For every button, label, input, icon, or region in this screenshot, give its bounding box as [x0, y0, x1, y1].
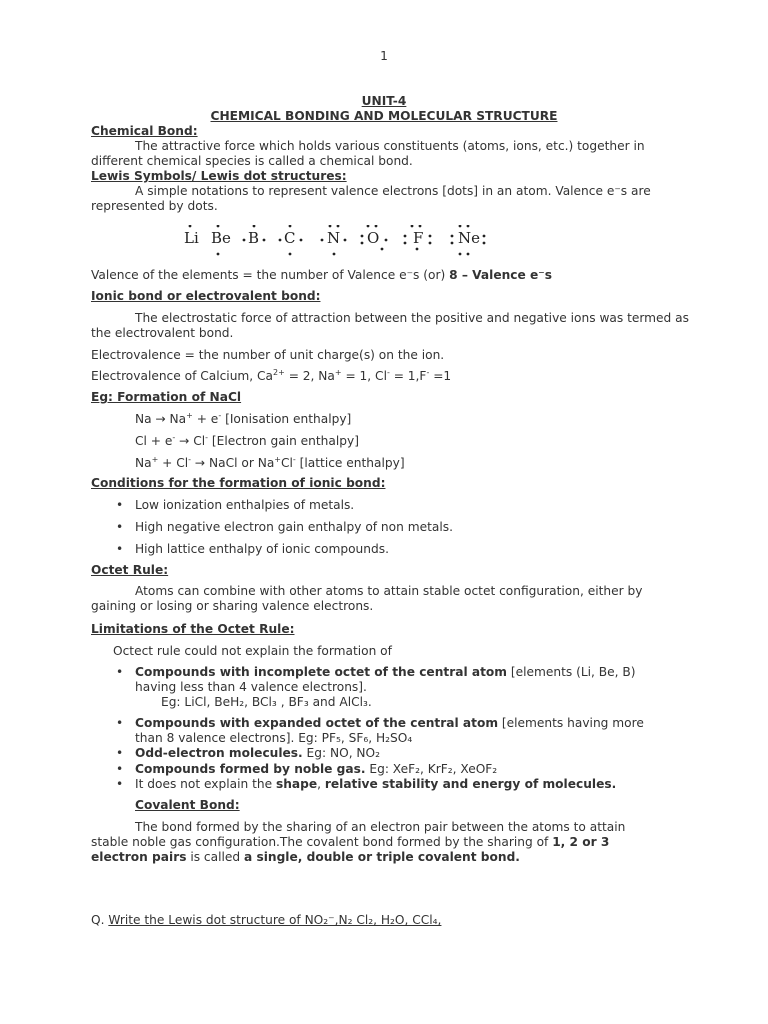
nacl-equation-3: Na+ + Cl- → NaCl or Na+Cl- [lattice enthalpy] — [135, 454, 405, 470]
valence-definition: Valence of the elements = the number of Valence e⁻s (or) 8 – Valence e⁻s — [91, 268, 552, 282]
unit-heading: UNIT-4 — [361, 94, 407, 108]
limitation-shape: It does not explain the shape, relative stability and energy of molecules. — [135, 777, 617, 791]
symbol-o: O — [367, 229, 380, 247]
nacl-equation-2: Cl + e- → Cl- [Electron gain enthalpy] — [135, 432, 359, 448]
bullet: • — [116, 777, 124, 791]
symbol-be: Be — [211, 229, 231, 247]
condition-item: High lattice enthalpy of ionic compounds. — [135, 542, 389, 556]
lewis-dot-figure — [184, 225, 494, 259]
covalent-heading: Covalent Bond: — [135, 798, 240, 812]
page-number: 1 — [380, 49, 388, 63]
nacl-heading: Eg: Formation of NaCl — [91, 390, 242, 404]
electrovalence-definition: Electrovalence = the number of unit charge(s) on the ion. — [91, 348, 445, 362]
symbol-f: F — [413, 229, 424, 247]
nacl-equation-1: Na → Na+ + e- [Ionisation enthalpy] — [135, 410, 352, 426]
covalent-text: The bond formed by the sharing of an electron pair between the atoms to attain stable noble gas configuration.The covalent bond formed by the sharing of 1, 2 or 3 electron pairs is called a single, double or triple covalent bond. — [91, 820, 626, 864]
symbol-ne: Ne — [458, 229, 481, 247]
bullet: • — [116, 498, 124, 512]
octet-text: Atoms can combine with other atoms to attain stable octet configuration, either by gaining or losing or sharing valence electrons. — [91, 584, 643, 613]
chemical-bond-heading: Chemical Bond: — [91, 124, 198, 138]
condition-item: Low ionization enthalpies of metals. — [135, 498, 355, 512]
limitation-incomplete-octet: Compounds with incomplete octet of the central atom [elements (Li, Be, B) having less than 4 valence electrons]. — [135, 665, 636, 694]
octet-heading: Octet Rule: — [91, 563, 169, 577]
conditions-heading: Conditions for the formation of ionic bond: — [91, 476, 386, 490]
bullet: • — [116, 665, 124, 679]
lewis-heading: Lewis Symbols/ Lewis dot structures: — [91, 169, 347, 183]
bullet: • — [116, 542, 124, 556]
symbol-n: N — [327, 229, 341, 247]
limitations-intro: Octect rule could not explain the formation of — [113, 644, 392, 658]
ionic-text: The electrostatic force of attraction between the positive and negative ions was termed as the electrovalent bond. — [91, 311, 689, 340]
question: Q. Write the Lewis dot structure of NO₂⁻,N₂ Cl₂, H₂O, CCl₄, — [91, 913, 442, 927]
bullet: • — [116, 746, 124, 760]
bullet: • — [116, 762, 124, 776]
symbol-c: C — [284, 229, 296, 247]
condition-item: High negative electron gain enthalpy of non metals. — [135, 520, 453, 534]
electrovalence-calcium: Electrovalence of Calcium, $Ca^{2+} = 2$, Na+ = 1, Cl- = 1,F- =1 — [91, 367, 452, 383]
limitation-odd-electron: Odd-electron molecules. Eg: NO, NO₂ — [135, 746, 381, 760]
limitation-incomplete-example: Eg: LiCl, BeH₂, BCl₃ , BF₃ and AlCl₃. — [161, 695, 372, 709]
symbol-li: Li — [184, 229, 199, 247]
symbol-b: B — [248, 229, 260, 247]
limitations-heading: Limitations of the Octet Rule: — [91, 622, 295, 636]
lewis-text: A simple notations to represent valence electrons [dots] in an atom. Valence e⁻s are represented by dots. — [91, 184, 651, 213]
chemical-bond-text: The attractive force which holds various constituents (atoms, ions, etc.) together in different chemical species is called a chemical bond. — [91, 139, 645, 168]
bullet: • — [116, 716, 124, 730]
limitation-expanded-octet: Compounds with expanded octet of the central atom [elements having more than 8 valence electrons]. Eg: PF₅, SF₆, H₂SO₄ — [135, 716, 644, 745]
bullet: • — [116, 520, 124, 534]
limitation-noble-gas: Compounds formed by noble gas. Eg: XeF₂, KrF₂, XeOF₂ — [135, 762, 498, 776]
page-title: CHEMICAL BONDING AND MOLECULAR STRUCTURE — [210, 109, 558, 123]
ionic-heading: Ionic bond or electrovalent bond: — [91, 289, 321, 303]
